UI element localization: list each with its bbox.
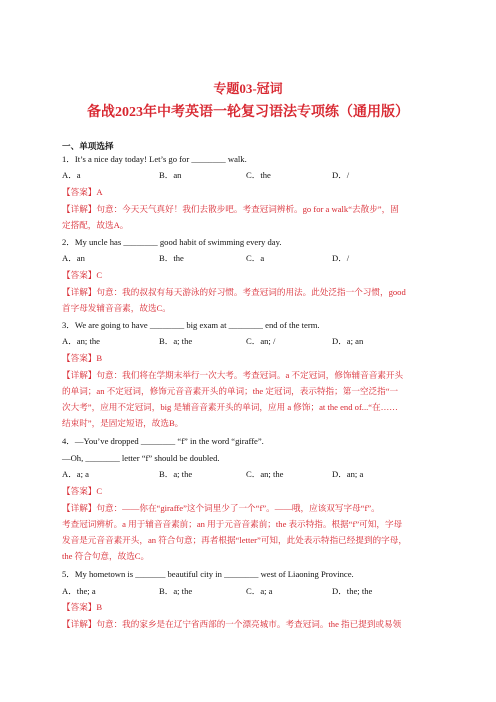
option-d: D．/ xyxy=(332,170,350,180)
option-d: D．an; a xyxy=(332,469,364,479)
question-stem: 3．We are going to have ________ big exam at ________ end of the term. xyxy=(62,320,320,330)
answer: 【答案】A xyxy=(62,187,103,197)
option-b: B．a; the xyxy=(159,336,193,346)
option-d: D．the; the xyxy=(332,586,373,596)
detail-line: the 符合句意，故选C。 xyxy=(62,551,150,561)
option-c: C．the xyxy=(246,170,271,180)
option-c: C．an; / xyxy=(246,336,276,346)
option-d: D．/ xyxy=(332,253,350,263)
option-a: A．a; a xyxy=(62,469,89,479)
option-c: C．an; the xyxy=(246,469,284,479)
section-heading: 一、单项选择 xyxy=(62,141,114,151)
option-b: B．the xyxy=(159,253,184,263)
question-stem-reply: —Oh, ________ letter “f” should be doubled. xyxy=(62,453,220,463)
detail-line: 【详解】句意：今天天气真好！我们去散步吧。考查冠词辨析。go for a walk“去散步”，固 xyxy=(62,204,399,214)
option-b: B．a; the xyxy=(159,469,193,479)
option-b: B．a; the xyxy=(159,586,193,596)
option-d: D．a; an xyxy=(332,336,364,346)
option-a: A．an xyxy=(62,253,85,263)
option-c: C．a; a xyxy=(246,586,273,596)
detail-line: 【详解】句意：——你在“giraffe”这个词里少了一个“f”。——哦，应该双写字母“f”。 xyxy=(62,503,380,513)
answer: 【答案】B xyxy=(62,602,103,612)
option-c: C．a xyxy=(246,253,265,263)
question-stem: 5．My hometown is _______ beautiful city in ________ west of Liaoning Province. xyxy=(62,569,354,579)
detail-line: 【详解】句意：我的叔叔有每天游泳的好习惯。考查冠词的用法。此处泛指一个习惯，good xyxy=(62,287,406,297)
answer: 【答案】B xyxy=(62,353,103,363)
page-subtitle: 备战2023年中考英语一轮复习语法专项练（通用版） xyxy=(87,105,409,120)
detail-line: 次大考”，应用不定冠词，big 是辅音音素开头的单词，应用 a 修饰；at the end of...“在…… xyxy=(62,402,398,412)
option-a: A．the; a xyxy=(62,586,96,596)
option-a: A．an; the xyxy=(62,336,100,346)
detail-line: 定搭配，故选A。 xyxy=(62,220,129,230)
answer: 【答案】C xyxy=(62,486,103,496)
detail-line: 【详解】句意：我的家乡是在辽宁省西部的一个漂亮城市。考查冠词。the 指已提到或易领 xyxy=(62,619,402,629)
option-a: A．a xyxy=(62,170,81,180)
detail-line: 的单词；an 不定冠词，修饰元音音素开头的单词；the 定冠词，表示特指；第一空泛指“一 xyxy=(62,386,399,396)
detail-line: 考查冠词辨析。a 用于辅音音素前；an 用于元音音素前；the 表示特指。根据“f”可知，字母 xyxy=(62,519,403,529)
detail-line: 首字母发辅音音素，故选C。 xyxy=(62,303,171,313)
option-b: B．an xyxy=(159,170,182,180)
question-stem: 1．It’s a nice day today! Let’s go for ________ walk. xyxy=(62,154,247,164)
question-stem: 2．My uncle has ________ good habit of swimming every day. xyxy=(62,237,282,247)
page-title: 专题03-冠词 xyxy=(213,81,283,96)
detail-line: 发音是元音音素开头，an 符合句意；再者根据“letter”可知，此处表示特指已经提到的字母， xyxy=(62,535,407,545)
answer: 【答案】C xyxy=(62,270,103,280)
question-stem: 4．—You’ve dropped ________ “f” in the word “giraffe”. xyxy=(62,436,264,446)
detail-line: 结束时”，是固定短语，故选B。 xyxy=(62,418,184,428)
detail-line: 【详解】句意：我们将在学期末举行一次大考。考查冠词。a 不定冠词，修饰辅音音素开头 xyxy=(62,370,404,380)
